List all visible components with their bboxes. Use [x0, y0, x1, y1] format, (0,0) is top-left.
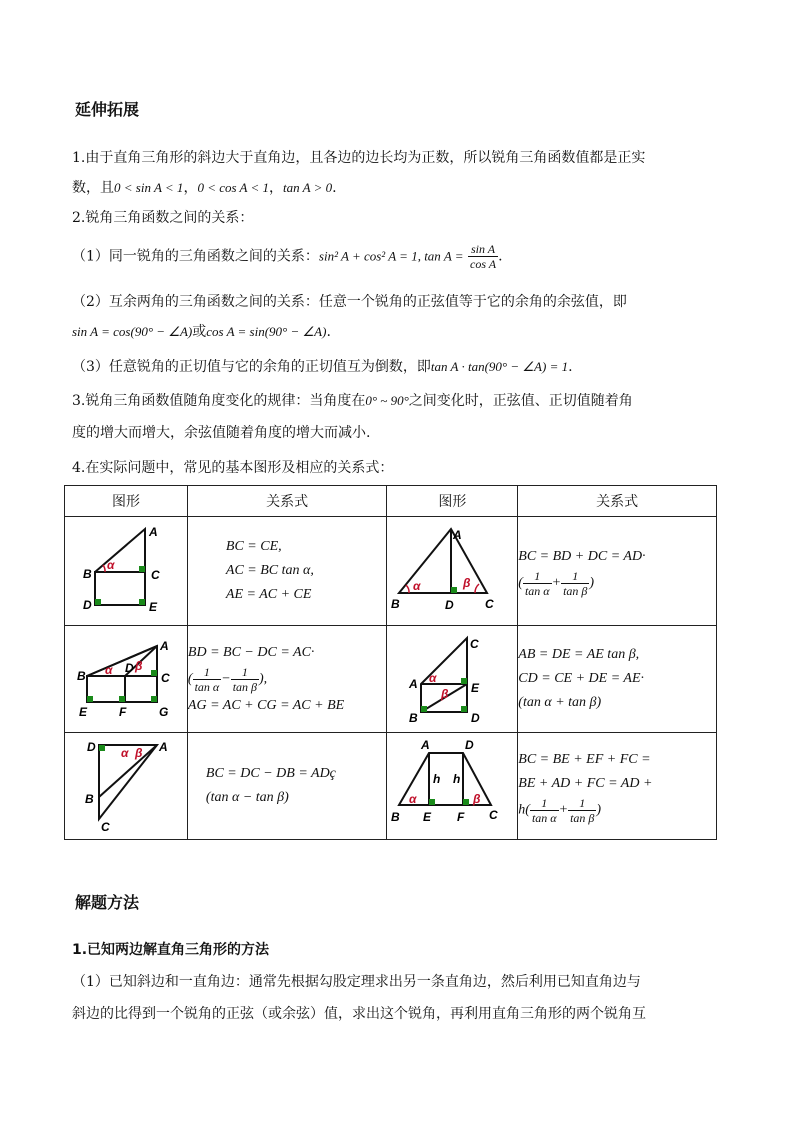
- triangle-figure-5: [65, 733, 185, 835]
- svg-text:D: D: [445, 598, 455, 612]
- svg-text:C: C: [470, 637, 480, 651]
- svg-text:C: C: [101, 820, 110, 834]
- figure-r1-c1: [65, 517, 188, 626]
- svg-text:E: E: [79, 705, 88, 719]
- section-title-methods: 解题方法: [75, 893, 140, 912]
- relation-r1-c2: BC = CE, AC = BC tan α, AE = AC + CE: [187, 517, 386, 626]
- para-2-1: （1）同一锐角的三角函数之间的关系：sin² A + cos² A = 1, tan A = $\frac{\text{sin A}}{\text{cos A}}$ .: [72, 242, 503, 271]
- relation-r1-c4: BC = BD + DC = AD· ( $\frac{1}{\text{tan α}}$ + $\frac{1}{\text{tan β}}$ ): [518, 517, 717, 626]
- relation-r3-c2: BC = DC − DB = ADç (tan α − tan β): [187, 733, 386, 840]
- header-figure-2: 图形: [387, 486, 518, 517]
- svg-text:β: β: [135, 746, 143, 760]
- svg-text:α: α: [413, 579, 421, 593]
- triangle-figure-1: [65, 517, 185, 621]
- svg-text:α: α: [121, 746, 129, 760]
- para-1-line-2: 数，且0 < sin A < 1，0 < cos A < 1，tan A > 0.: [72, 180, 337, 196]
- triangle-figure-3: [65, 626, 185, 728]
- svg-text:B: B: [391, 597, 401, 611]
- svg-text:C: C: [489, 808, 499, 822]
- relations-table: [64, 485, 717, 840]
- figure-r1-c3: [387, 517, 518, 626]
- para-2-2-line-1: （2）互余两角的三角函数之间的关系：任意一个锐角的正弦值等于它的余角的余弦值，即: [72, 294, 627, 310]
- figure-r2-c1: [65, 626, 188, 733]
- figure-r2-c3: [387, 626, 518, 733]
- svg-text:A: A: [160, 639, 169, 653]
- svg-text:E: E: [471, 681, 480, 695]
- method-para-line-1: （1）已知斜边和一直角边：通常先根据勾股定理求出另一条直角边，然后利用已知直角边与: [72, 974, 641, 990]
- table-row: [65, 626, 717, 733]
- triangle-figure-4: [387, 626, 515, 728]
- svg-text:B: B: [409, 711, 419, 725]
- svg-text:D: D: [471, 711, 481, 725]
- figure-r3-c1: [65, 733, 188, 840]
- svg-text:E: E: [149, 600, 158, 614]
- svg-text:β: β: [135, 659, 143, 673]
- svg-text:α: α: [105, 663, 113, 677]
- svg-text:β: β: [473, 792, 481, 806]
- fraction-tan: $\frac{\text{sin A}}{\text{cos A}}$: [470, 242, 497, 271]
- header-relation-1: 关系式: [187, 486, 386, 517]
- para-2-3: （3）任意锐角的正切值与它的余角的正切值互为倒数，即tan A · tan(90° − ∠A) = 1.: [72, 359, 573, 375]
- para-2: 2.锐角三角函数之间的关系：: [72, 210, 254, 226]
- svg-text:D: D: [125, 661, 134, 675]
- relation-r3-c4: BC = BE + EF + FC = BE + AD + FC = AD + h( $\frac{1}{\text{tan α}}$ + $\frac{1}{\text{tan β}}$ ): [518, 733, 717, 840]
- svg-text:F: F: [457, 810, 465, 824]
- svg-text:B: B: [85, 792, 94, 806]
- svg-text:C: C: [161, 671, 170, 685]
- svg-text:B: B: [83, 567, 92, 581]
- method-para-line-2: 斜边的比得到一个锐角的正弦（或余弦）值，求出这个锐角，再利用直角三角形的两个锐角互: [72, 1006, 646, 1022]
- section-title-extension: 延伸拓展: [75, 100, 140, 119]
- svg-text:G: G: [159, 705, 169, 719]
- svg-text:B: B: [77, 669, 86, 683]
- para-2-2-line-2: sin A = cos(90° − ∠A)或cos A = sin(90° − ∠A).: [72, 324, 331, 340]
- table-row: [65, 733, 717, 840]
- svg-text:C: C: [151, 568, 160, 582]
- svg-text:E: E: [423, 810, 432, 824]
- svg-text:β: β: [463, 576, 471, 590]
- svg-text:B: B: [391, 810, 401, 824]
- svg-text:F: F: [119, 705, 127, 719]
- header-figure-1: 图形: [65, 486, 188, 517]
- para-3-line-1: 3.锐角三角函数值随角度变化的规律：当角度在0° ~ 90°之间变化时，正弦值、正切值随着角: [72, 393, 633, 409]
- relation-r2-c2: BD = BC − DC = AC· ( $\frac{1}{\text{tan α}}$ − $\frac{1}{\text{tan β}}$ ), AG = AC + CG = AC + BE: [187, 626, 386, 733]
- relation-r2-c4: AB = DE = AE tan β, CD = CE + DE = AE· (tan α + tan β): [518, 626, 717, 733]
- svg-text:h: h: [453, 772, 461, 786]
- svg-text:D: D: [83, 598, 92, 612]
- svg-text:α: α: [429, 671, 437, 685]
- svg-text:A: A: [159, 740, 168, 754]
- svg-text:A: A: [453, 528, 463, 542]
- table-header-row: [65, 486, 717, 517]
- svg-text:D: D: [465, 738, 475, 752]
- method-subtitle: 1.已知两边解直角三角形的方法: [72, 942, 270, 958]
- para-1-line-1: 1.由于直角三角形的斜边大于直角边，且各边的边长均为正数，所以锐角三角函数值都是正实: [72, 150, 646, 166]
- para-4: 4.在实际问题中，常见的基本图形及相应的关系式：: [72, 460, 394, 476]
- table-row: [65, 517, 717, 626]
- svg-text:A: A: [409, 677, 419, 691]
- svg-text:h: h: [433, 772, 441, 786]
- svg-text:β: β: [441, 687, 449, 701]
- triangle-figure-2: [387, 517, 515, 621]
- svg-text:α: α: [409, 792, 417, 806]
- trapezoid-figure: [387, 733, 515, 835]
- svg-text:D: D: [87, 740, 96, 754]
- svg-text:A: A: [149, 525, 158, 539]
- svg-text:A: A: [421, 738, 431, 752]
- figure-r3-c3: [387, 733, 518, 840]
- header-relation-2: 关系式: [518, 486, 717, 517]
- svg-text:α: α: [107, 558, 115, 572]
- svg-text:C: C: [485, 597, 495, 611]
- para-3-line-2: 度的增大而增大，余弦值随着角度的增大而减小.: [72, 425, 371, 441]
